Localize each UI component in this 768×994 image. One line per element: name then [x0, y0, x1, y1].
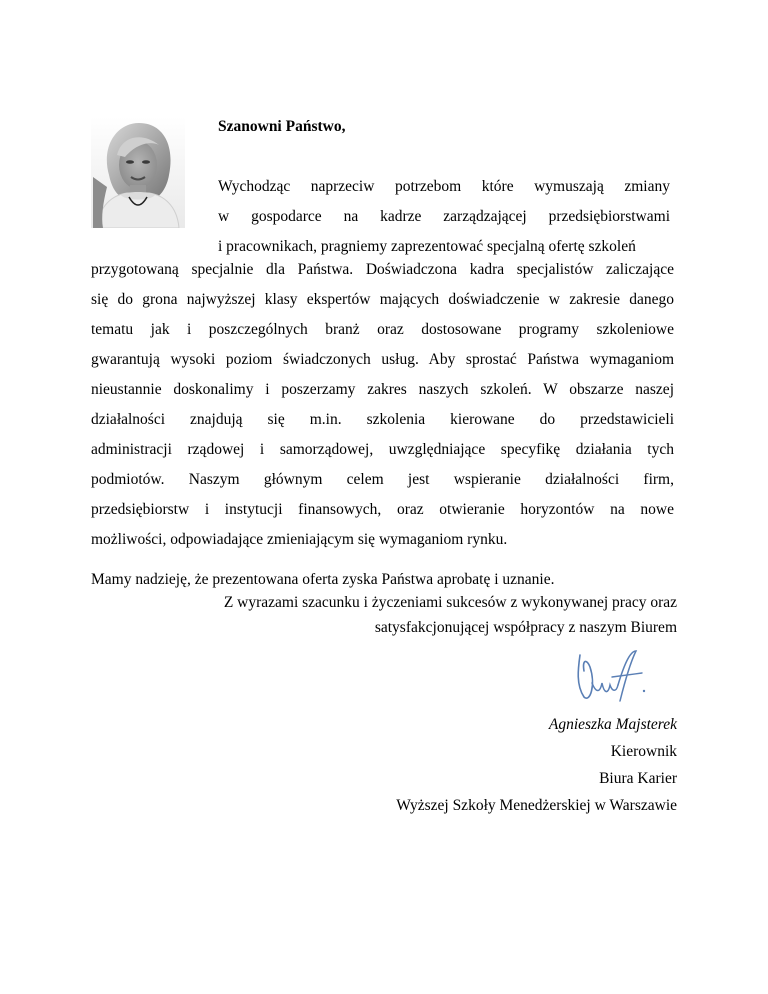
body-line-7: administracji rządowej i samorządowej, uwzględniające specyfikę działania tych: [91, 441, 674, 458]
body-line-1: przygotowaną specjalnie dla Państwa. Doświadczona kadra specjalistów zaliczające: [91, 261, 674, 278]
signatory-name: Agnieszka Majsterek: [548, 716, 677, 733]
body-line-9: przedsiębiorstw i instytucji finansowych, oraz otwieranie horyzontów na nowe: [91, 501, 674, 518]
salutation: Szanowni Państwo,: [218, 118, 346, 135]
signatory-title: Kierownik: [610, 743, 677, 760]
body-line-4: gwarantują wysoki poziom świadczonych usług. Aby sprostać Państwa wymaganiom: [91, 351, 674, 368]
closing-line-1: Z wyrazami szacunku i życzeniami sukcesów z wykonywanej pracy oraz: [223, 594, 677, 611]
closing-line-2: satysfakcjonującej współpracy z naszym Biurem: [374, 619, 677, 636]
intro-line-1: Wychodząc naprzeciw potrzebom które wymuszają zmiany: [218, 178, 670, 195]
body-line-2: się do grona najwyższej klasy ekspertów mających doświadczenie w zakresie danego: [91, 291, 674, 308]
body-line-3: tematu jak i poszczególnych branż oraz dostosowane programy szkoleniowe: [91, 321, 674, 338]
body-line-10: możliwości, odpowiadające zmieniającym się wymaganiom rynku.: [91, 531, 508, 548]
body-line-6: działalności znajdują się m.in. szkolenia kierowane do przedstawicieli: [91, 411, 674, 428]
intro-line-2: w gospodarce na kadrze zarządzającej przedsiębiorstwami: [218, 208, 670, 225]
body-line-5: nieustannie doskonalimy i poszerzamy zakres naszych szkoleń. W obszarze naszej: [91, 381, 674, 398]
signatory-institution: Wyższej Szkoły Menedżerskiej w Warszawie: [396, 797, 677, 814]
hope-paragraph: Mamy nadzieję, że prezentowana oferta zyska Państwa aprobatę i uznanie.: [91, 571, 555, 588]
portrait-photo: [91, 117, 185, 228]
signatory-unit: Biura Karier: [599, 770, 677, 787]
handwritten-signature: [560, 645, 660, 705]
body-line-8: podmiotów. Naszym głównym celem jest wspieranie działalności firm,: [91, 471, 674, 488]
intro-line-3: i pracownikach, pragniemy zaprezentować specjalną ofertę szkoleń: [218, 238, 636, 255]
